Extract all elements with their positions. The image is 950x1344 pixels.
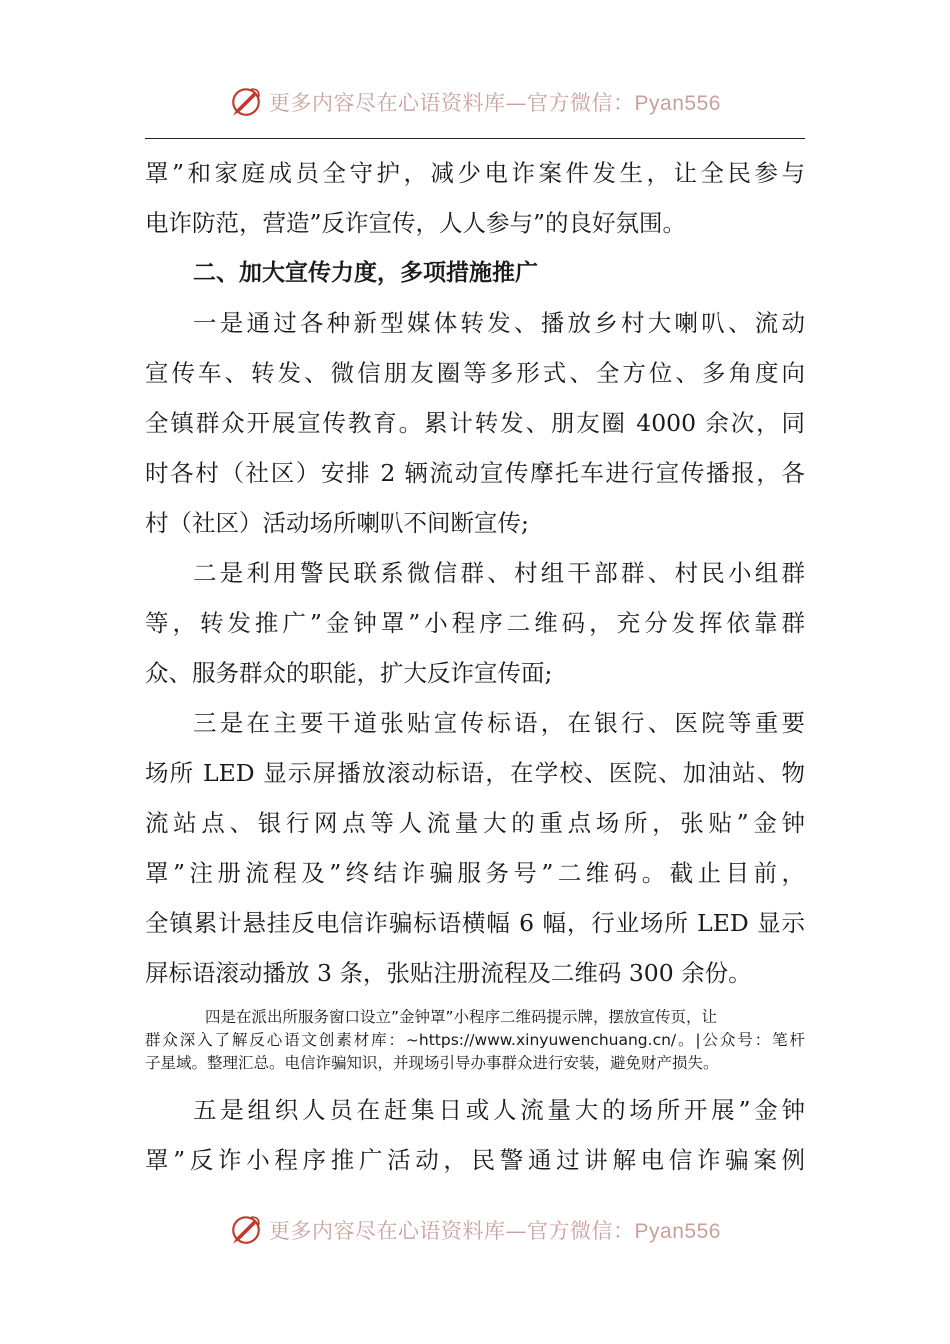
document-body	[145, 148, 805, 1185]
footer-wechat-handle: Pyan556	[634, 1220, 721, 1243]
text-line: 一是通过各种新型媒体转发、播放乡村大喇叭、流动	[193, 309, 805, 337]
text-line: 五是组织人员在赶集日或人流量大的场所开展”金钟	[193, 1096, 805, 1124]
small-text-line: 群众深入了解反心语文创素材库：~https://www.xinyuwenchuang.cn/。|公众号：笔杆	[145, 1031, 805, 1049]
text-line: 时各村（社区）安排 2 辆流动宣传摩托车进行宣传播报，各	[145, 459, 805, 487]
text-line: 罩”注册流程及”终结诈骗服务号”二维码。截止目前，	[145, 859, 805, 887]
page-header	[0, 82, 950, 122]
text-line: 全镇群众开展宣传教育。累计转发、朋友圈 4000 余次，同	[145, 409, 805, 437]
text-line: 屏标语滚动播放 3 条，张贴注册流程及二维码 300 余份。	[145, 959, 752, 987]
text-line: 流站点、银行网点等人流量大的重点场所，张贴”金钟	[145, 809, 805, 837]
footer-banner	[269, 1215, 721, 1245]
footer-banner-text: 更多内容尽在心语资料库—官方微信：	[269, 1219, 635, 1243]
text-line: 电诈防范，营造”反诈宣传，人人参与”的良好氛围。	[145, 209, 687, 237]
text-line: 村（社区）活动场所喇叭不间断宣传;	[145, 509, 529, 537]
text-line: 罩”和家庭成员全守护，减少电诈案件发生，让全民参与	[145, 159, 805, 187]
text-line: 众、服务群众的职能，扩大反诈宣传面;	[145, 659, 553, 687]
text-line: 全镇累计悬挂反电信诈骗标语横幅 6 幅，行业场所 LED 显示	[145, 909, 805, 937]
header-divider	[145, 138, 805, 139]
header-banner	[269, 87, 721, 117]
page-footer	[0, 1210, 950, 1250]
pen-logo-icon	[229, 85, 263, 119]
small-print-paragraph	[145, 1006, 805, 1075]
text-line: 宣传车、转发、微信朋友圈等多形式、全方位、多角度向	[145, 359, 805, 387]
text-line: 二是利用警民联系微信群、村组干部群、村民小组群	[193, 559, 805, 587]
text-line: 罩”反诈小程序推广活动，民警通过讲解电信诈骗案例	[145, 1146, 805, 1174]
header-wechat-handle: Pyan556	[634, 92, 721, 115]
text-line: 三是在主要干道张贴宣传标语，在银行、医院等重要	[193, 709, 805, 737]
pen-logo-icon	[229, 1213, 263, 1247]
section-heading: 二、加大宣传力度，多项措施推广	[193, 260, 538, 286]
small-text-line: 四是在派出所服务窗口设立”金钟罩”小程序二维码提示牌，摆放宣传页，让	[205, 1008, 718, 1026]
text-line: 场所 LED 显示屏播放滚动标语，在学校、医院、加油站、物	[145, 759, 805, 787]
text-line: 等，转发推广”金钟罩”小程序二维码，充分发挥依靠群	[145, 609, 805, 637]
small-text-line: 子星域。整理汇总。电信诈骗知识，并现场引导办事群众进行安装，避免财产损失。	[145, 1054, 719, 1072]
header-banner-text: 更多内容尽在心语资料库—官方微信：	[269, 91, 635, 115]
